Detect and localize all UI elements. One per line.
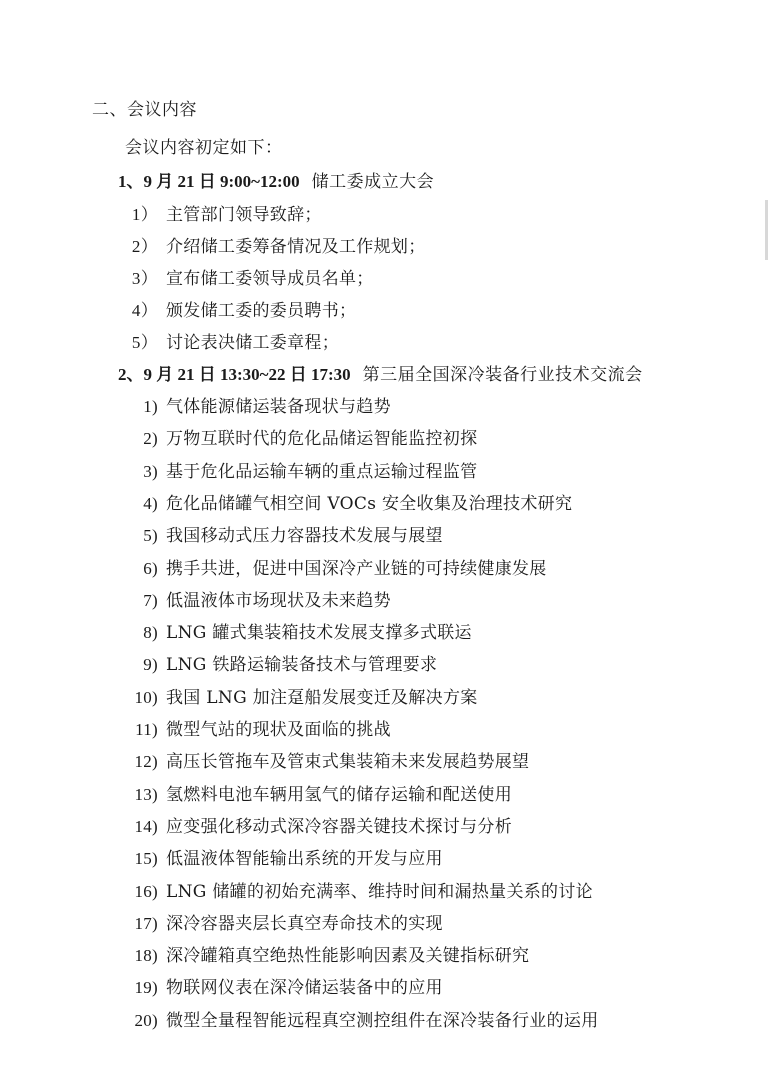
list-item-text: 高压长管拖车及管束式集装箱未来发展趋势展望	[166, 752, 530, 773]
list-item-text: 低温液体智能输出系统的开发与应用	[166, 849, 443, 870]
list-item-text: LNG 铁路运输装备技术与管理要求	[166, 655, 438, 676]
list-item	[120, 1006, 599, 1031]
list-item-text: 应变强化移动式深冷容器关键技术探讨与分析	[166, 816, 512, 837]
list-item	[120, 715, 391, 740]
list-item-text: LNG 储罐的初始充满率、维持时间和漏热量关系的讨论	[166, 881, 593, 902]
list-item-text: LNG 罐式集装箱技术发展支撑多式联运	[166, 623, 472, 644]
list-item	[120, 521, 443, 546]
list-item-number: 10)	[134, 687, 158, 707]
list-item-text: 我国 LNG 加注趸船发展变迁及解决方案	[166, 687, 478, 708]
group-2-heading	[118, 360, 643, 385]
list-item-number: 3)	[143, 461, 158, 481]
list-item-text: 万物互联时代的危化品储运智能监控初探	[166, 429, 478, 450]
list-item-text: 深冷容器夹层长真空寿命技术的实现	[166, 913, 443, 934]
group-2-date: 2、9 月 21 日 13:30~22 日 17:30	[118, 365, 351, 384]
list-item	[128, 296, 356, 321]
list-item-number: 11)	[135, 720, 158, 739]
list-item-number: 15)	[134, 849, 158, 869]
list-item	[120, 586, 391, 611]
list-item-text: 危化品储罐气相空间 VOCs 安全收集及治理技术研究	[166, 493, 573, 514]
list-item-text: 微型全量程智能远程真空测控组件在深冷装备行业的运用	[166, 1010, 599, 1031]
group-1-date: 1、9 月 21 日 9:00~12:00	[118, 172, 300, 191]
list-item-text: 颁发储工委的委员聘书；	[166, 301, 357, 321]
list-item	[120, 392, 391, 417]
list-item	[120, 457, 477, 482]
list-item-number: 6)	[143, 558, 158, 578]
list-item-number: 5)	[143, 526, 158, 546]
list-item	[120, 424, 477, 449]
list-item-text: 介绍储工委筹备情况及工作规划；	[166, 237, 426, 257]
list-item-text: 宣布储工委领导成员名单；	[166, 269, 374, 289]
list-item	[120, 683, 478, 708]
list-item-number: 20)	[134, 1010, 158, 1030]
list-item	[120, 844, 443, 869]
intro-text: 会议内容初定如下：	[125, 138, 283, 158]
list-item-text: 微型气站的现状及面临的挑战	[166, 720, 391, 740]
list-item-text: 深冷罐箱真空绝热性能影响因素及关键指标研究	[166, 946, 530, 967]
section-title: 二、会议内容	[92, 100, 197, 120]
list-item-text: 物联网仪表在深冷储运装备中的应用	[166, 978, 443, 999]
list-item-text: 低温液体市场现状及未来趋势	[166, 590, 391, 611]
group-1-title: 储工委成立大会	[311, 172, 435, 192]
list-item	[120, 877, 593, 902]
list-item	[120, 554, 547, 579]
list-item-text: 讨论表决储工委章程；	[166, 333, 339, 353]
list-item-number: 13)	[134, 784, 158, 804]
list-item-number: 1）	[131, 205, 158, 224]
list-item-text: 主管部门领导致辞；	[166, 205, 322, 225]
group-1-heading	[118, 167, 434, 192]
list-item	[128, 200, 322, 225]
list-item-number: 1)	[143, 397, 158, 416]
list-item-number: 14)	[134, 816, 158, 836]
list-item-text: 气体能源储运装备现状与趋势	[166, 397, 391, 417]
list-item-number: 7)	[143, 590, 158, 610]
list-item-number: 3）	[131, 269, 158, 288]
list-item	[120, 747, 529, 772]
list-item	[120, 812, 512, 837]
list-item-number: 18)	[134, 946, 158, 966]
list-item	[128, 264, 374, 289]
list-item	[120, 489, 572, 514]
list-item-text: 我国移动式压力容器技术发展与展望	[166, 526, 443, 547]
list-item-text: 基于危化品运输车辆的重点运输过程监管	[166, 461, 478, 482]
list-item-text: 氢燃料电池车辆用氢气的储存运输和配送使用	[166, 784, 512, 805]
list-item-text: 携手共进，促进中国深冷产业链的可持续健康发展	[166, 558, 547, 579]
list-item	[120, 780, 512, 805]
list-item-number: 12)	[134, 752, 158, 772]
list-item	[120, 618, 472, 643]
list-item-number: 2）	[131, 237, 158, 256]
list-item-number: 8)	[143, 623, 158, 643]
list-item	[120, 941, 529, 966]
list-item-number: 4)	[143, 493, 158, 513]
list-item	[120, 650, 437, 675]
list-item-number: 16)	[134, 881, 158, 901]
list-item-number: 5）	[131, 333, 158, 352]
group-2-title: 第三届全国深冷装备行业技术交流会	[362, 365, 643, 385]
list-item	[128, 232, 426, 257]
list-item-number: 4）	[131, 301, 158, 320]
list-item	[128, 328, 339, 353]
list-item	[120, 909, 443, 934]
list-item-number: 2)	[143, 429, 158, 449]
list-item-number: 9)	[143, 655, 158, 675]
list-item-number: 17)	[134, 913, 158, 933]
list-item-number: 19)	[134, 978, 158, 998]
list-item	[120, 973, 443, 998]
